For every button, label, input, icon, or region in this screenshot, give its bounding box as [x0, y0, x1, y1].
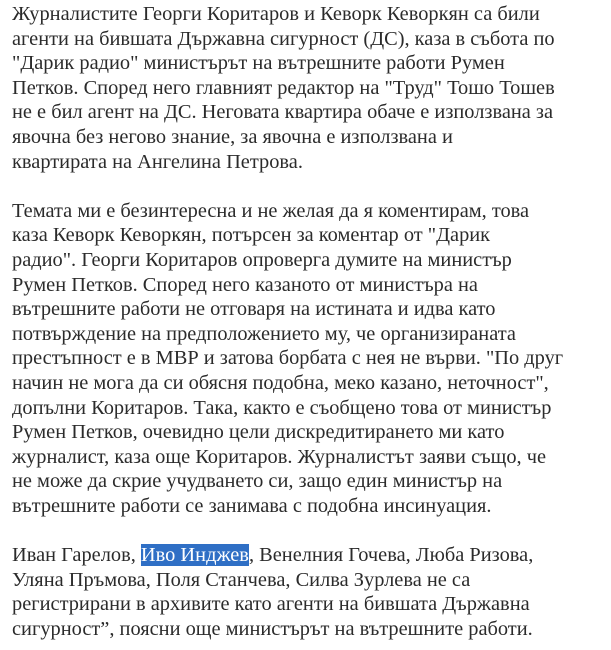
text-line: престъпност е в МВР и затова борбата с нея не върви. "По друг: [12, 347, 564, 370]
text-line: вътрешните работи не отговаря на истината и идва като: [12, 298, 496, 321]
text-line: не е бил агент на ДС. Неговата квартира обаче е използвана за: [12, 101, 554, 124]
text-segment: Иван Гарелов,: [12, 544, 141, 567]
paragraph-2: [12, 199, 601, 519]
text-segment: , Венелния Гочева, Люба Ризова,: [248, 544, 534, 567]
text-line: начин не мога да си обясня подобна, меко казано, неточност",: [12, 371, 549, 394]
text-line: Уляна Пръмова, Поля Станчева, Силва Зурлева не са: [12, 568, 471, 591]
text-line: сигурност”, поясни още министърът на вътрешните работи.: [12, 617, 533, 640]
text-line: агенти на бившата Държавна сигурност (ДС), каза в събота по: [12, 27, 555, 50]
text-line: вътрешните работи се занимава с подобна инсинуация.: [12, 494, 492, 517]
text-line: потвърждение на предположението му, че организираната: [12, 322, 516, 345]
text-line: Петков. Според него главният редактор на "Труд" Тошо Тошев: [12, 76, 555, 99]
text-line: допълни Коритаров. Така, както е съобщено това от министър: [12, 396, 552, 419]
text-line: не може да скрие учудването си, защо един министър на: [12, 470, 503, 493]
text-line: "Дарик радио" министърът на вътрешните работи Румен: [12, 52, 505, 75]
paragraph-3: [12, 543, 601, 641]
paragraph-1: [12, 2, 601, 174]
selected-text[interactable]: Иво Инджев: [140, 544, 249, 567]
text-line: каза Кеворк Кеворкян, потърсен за коментар от "Дарик: [12, 224, 491, 247]
text-line: Темата ми е безинтересна и не желая да я коментирам, това: [12, 199, 530, 222]
text-line: журналист, каза още Коритаров. Журналистът заяви също, че: [12, 445, 547, 468]
text-line: регистрирани в архивите като агенти на бившата Държавна: [12, 593, 530, 616]
text-line: Румен Петков, очевидно цели дискредитирането ми като: [12, 421, 505, 444]
text-line: Журналистите Георги Коритаров и Кеворк Кеворкян са били: [12, 3, 540, 25]
text-line-with-selection: [12, 543, 601, 568]
text-line: Румен Петков. Според него казаното от министъра на: [12, 273, 478, 296]
text-line: радио". Георги Коритаров опроверга думите на министър: [12, 248, 512, 271]
text-line: квартирата на Ангелина Петрова.: [12, 150, 303, 173]
text-line: явочна без негово знание, за явочна е използвана и: [12, 125, 453, 148]
